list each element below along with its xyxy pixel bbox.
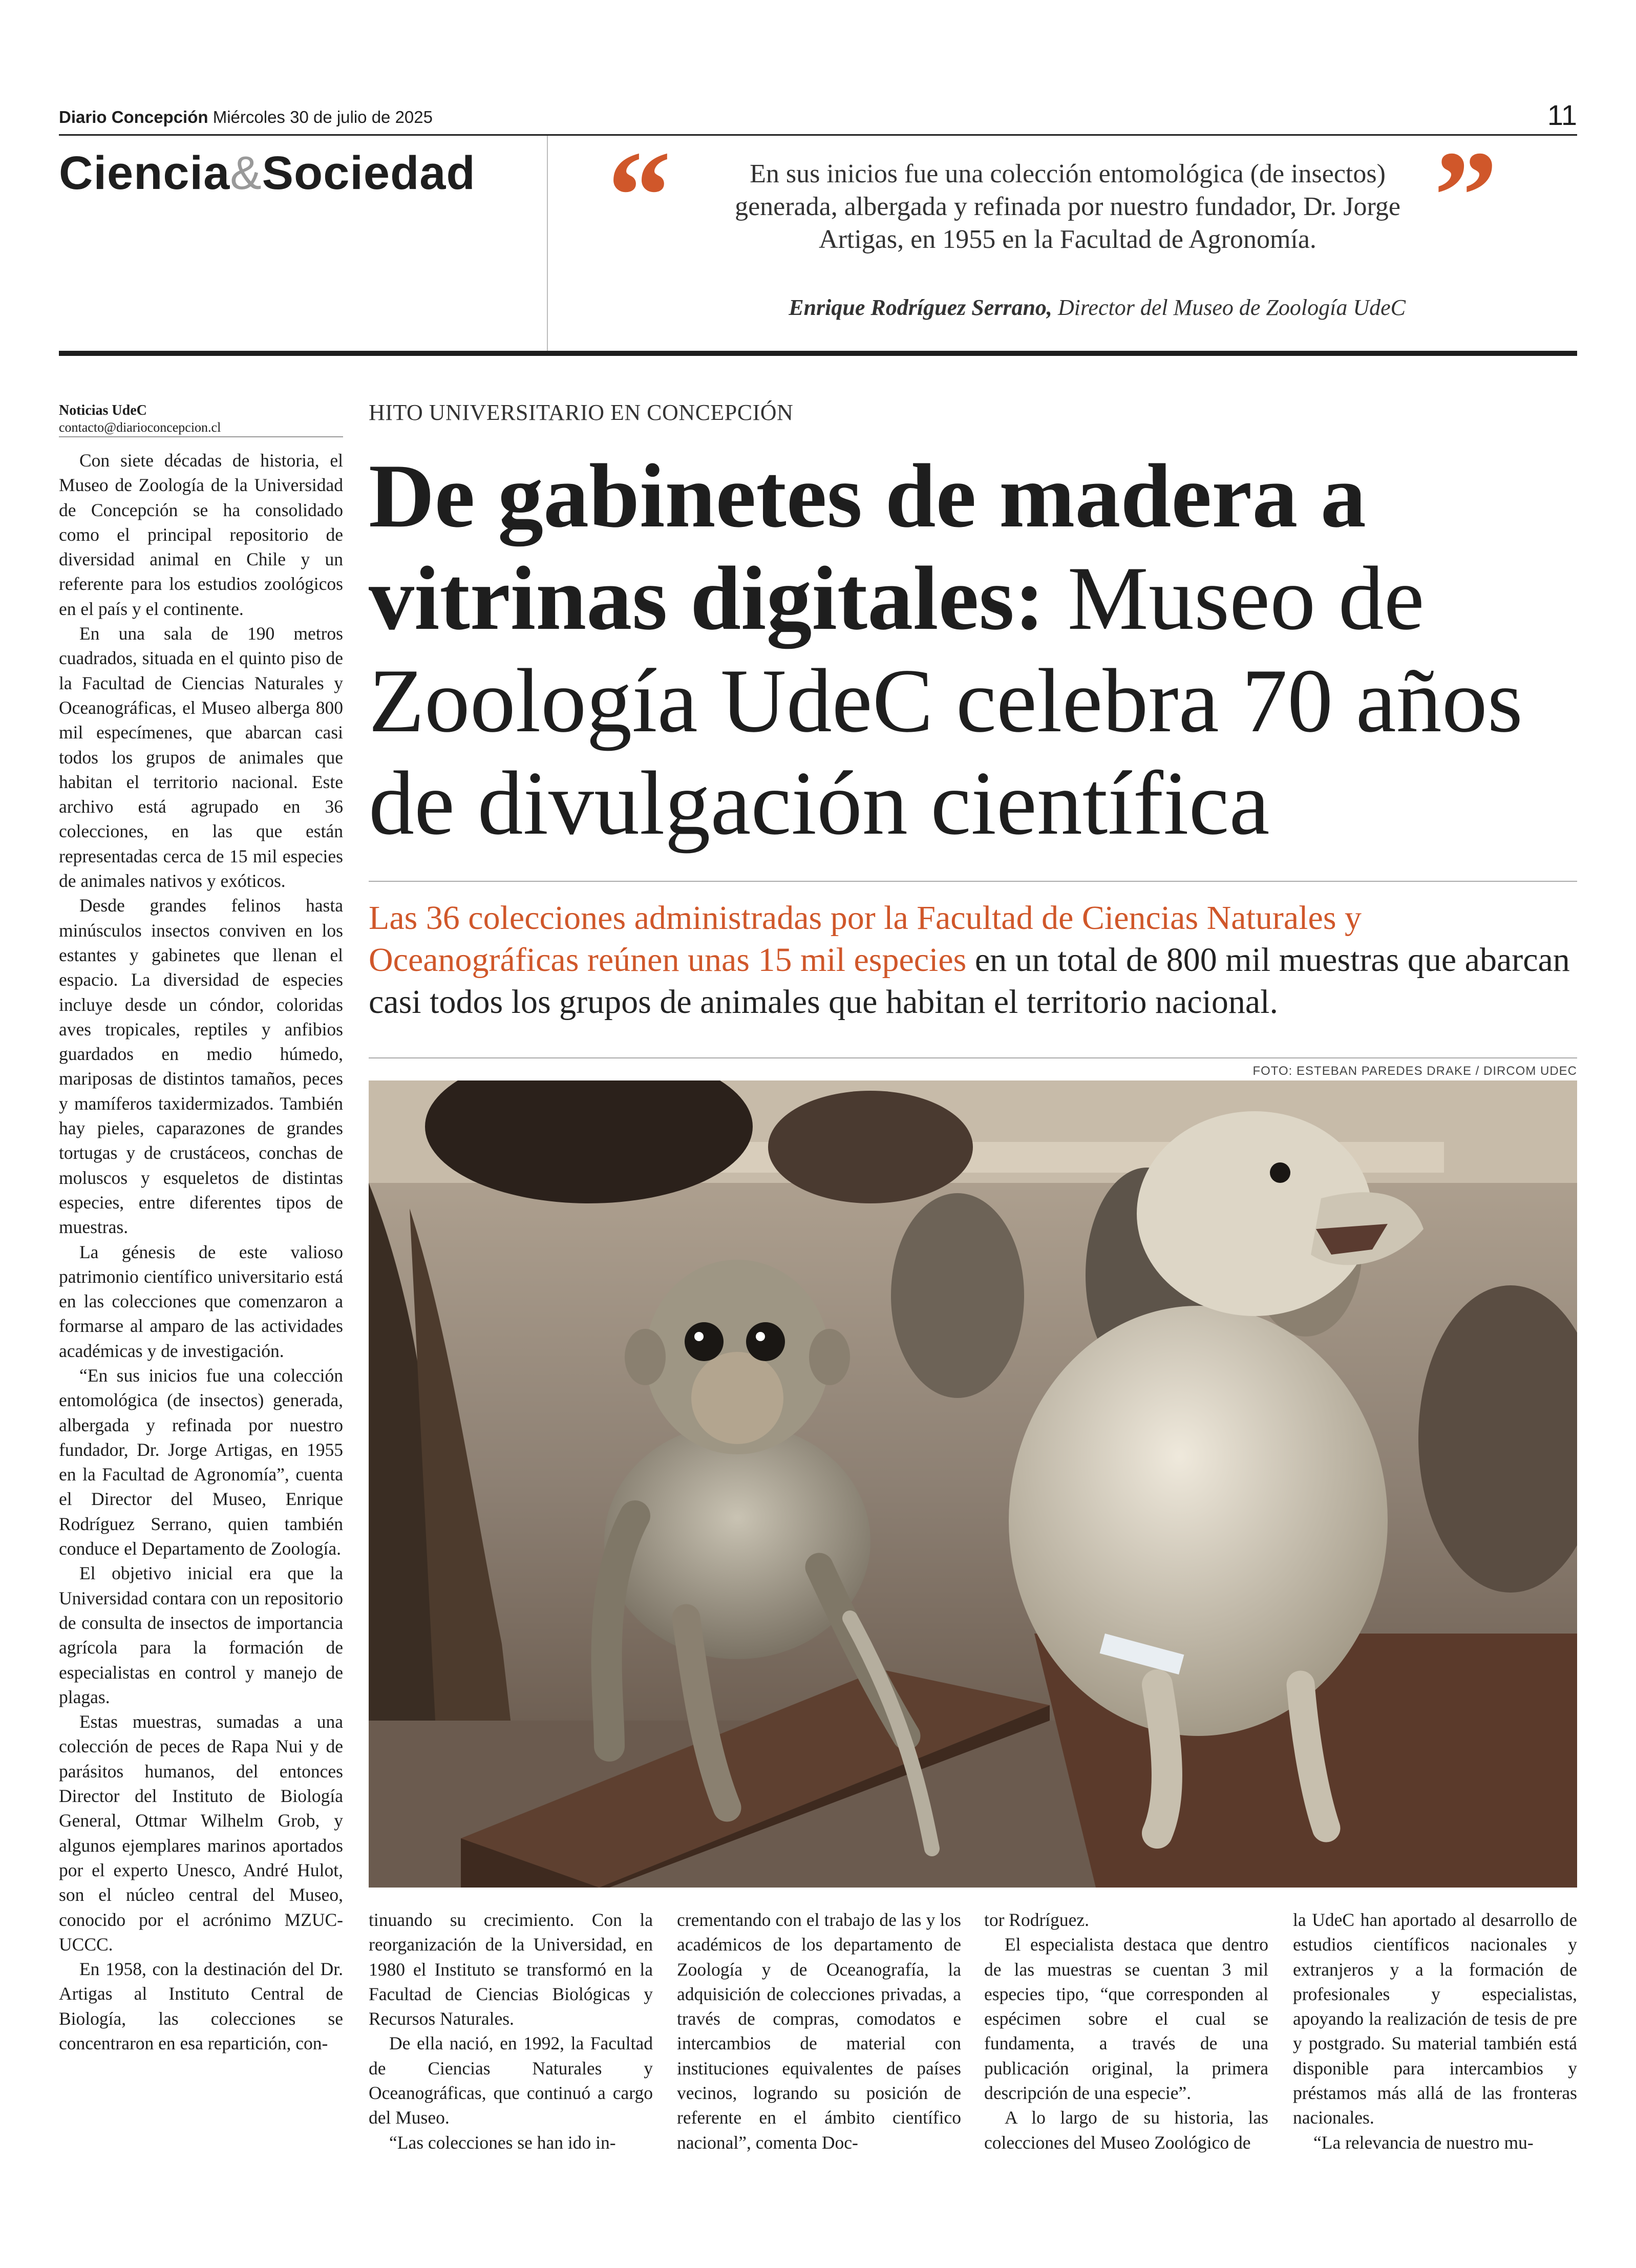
photo-illustration [369, 1080, 1577, 1888]
quote-attribution [666, 294, 1406, 321]
masthead-line [59, 108, 433, 127]
article-column-b3 [984, 1907, 1268, 2155]
article-photo [369, 1080, 1577, 1888]
paragraph: De ella nació, en 1992, la Facultad de Ciencias Naturales y Oceanográficas, que continuó a cargo del Museo. [369, 2033, 653, 2128]
section-title-part2: Sociedad [262, 147, 476, 199]
subhead-rule [369, 881, 1577, 882]
subhead [369, 897, 1577, 1023]
paragraph: Desde grandes felinos hasta minúsculos insectos conviven en los estantes y gabinetes que llenan el espacio. La diversidad de especies incluye desde un cóndor, coloridas aves tropicales, reptiles y anfibios guardados en medio húmedo, mariposas de distintos tamaños, peces y mamíferos taxidermizados. También hay pieles, caparazones de grandes tortugas y de crustáceos, conchas de moluscos y esqueletos de distintas especies, entre diferentes tipos de muestras. [59, 895, 343, 1238]
quote-role: Director del Museo de Zoología UdeC [1057, 295, 1406, 320]
paragraph: Estas muestras, sumadas a una colección de peces de Rapa Nui y de parásitos humanos, del entonces Director del Instituto de Biología General, Ottmar Wilhelm Grob, y algunos ejemplares marinos aportados por el experto Unesco, André Hulot, son el núcleo central del Museo, conocido por el acrónimo MZUC-UCCC. [59, 1711, 343, 1955]
issue-date: Miércoles 30 de julio de 2025 [213, 108, 433, 126]
paragraph: “Las colecciones se han ido in- [389, 2132, 616, 2153]
section-title-amp: & [230, 147, 262, 199]
subhead-accent: Las 36 colecciones administradas por la Facultad de Ciencias Naturales y Oceanográficas reúnen unas 15 mil especies [369, 899, 1362, 979]
kicker: HITO UNIVERSITARIO EN CONCEPCIÓN [369, 400, 794, 425]
headline-bold: De gabinetes de madera a vitrinas digitales: [369, 445, 1366, 649]
paragraph: Con siete décadas de historia, el Museo de Zoología de la Universidad de Concepción se ha consolidado como el principal repositorio de diversidad animal en Chile y un referente para los estudios zoológicos en el país y el continente. [59, 450, 343, 619]
paragraph: A lo largo de su historia, las colecciones del Museo Zoológico de [984, 2107, 1268, 2153]
quote-open-mark: “ [607, 125, 671, 267]
headline-regular: Museo de Zoología UdeC celebra 70 años de divulgación científica [369, 547, 1523, 854]
paragraph: “En sus inicios fue una colección entomológica (de insectos) generada, albergada y refinada por nuestro fundador, Dr. Jorge Artigas, en 1955 en la Facultad de Agronomía”, cuenta el Director del Museo, Enrique Rodríguez Serrano, quien también conduce el Departamento de Zoología. [59, 1365, 343, 1559]
article-column-left [59, 448, 343, 2055]
header-rule-bottom [59, 351, 1577, 356]
quote-author: Enrique Rodríguez Serrano, [789, 295, 1052, 320]
paragraph: tor Rodríguez. [984, 1910, 1090, 1930]
article-column-b2 [677, 1907, 961, 2155]
article-column-b1 [369, 1907, 653, 2155]
byline-rule [59, 436, 343, 437]
photo-credit: FOTO: ESTEBAN PAREDES DRAKE / DIRCOM UDEC [1252, 1064, 1577, 1078]
header-rule-top [59, 134, 1577, 136]
paragraph: la UdeC han aportado al desarrollo de estudios científicos nacionales y extranjeros y a la formación de profesionales y especialistas, apoyando la realización de tesis de pre y postgrado. Su material también está disponible para intercambios y préstamos más allá de las fronteras nacionales. [1293, 1910, 1577, 2128]
section-title [59, 146, 476, 200]
byline-email[interactable]: contacto@diarioconcepcion.cl [59, 420, 221, 435]
paragraph: En una sala de 190 metros cuadrados, situada en el quinto piso de la Facultad de Ciencias Naturales y Oceanográficas, el Museo alberga 800 mil especímenes, que abarcan casi todos los grupos de animales que habitan el territorio nacional. Este archivo está agrupado en 36 colecciones, en las que están representadas cerca de 15 mil especies de animales nativos y exóticos. [59, 623, 343, 892]
newspaper-name: Diario Concepción [59, 108, 208, 126]
paragraph: En 1958, con la destinación del Dr. Artigas al Instituto Central de Biología, las colecciones se concentraron en esa repartición, con- [59, 1959, 343, 2053]
subhead-rest: en un total de 800 mil muestras que abarcan casi todos los grupos de animales que habitan el territorio nacional. [369, 941, 1570, 1021]
paragraph: crementando con el trabajo de las y los académicos de los departamento de Zoología y de Oceanografía, la adquisición de colecciones privadas, a través de compras, comodatos e intercambios de material con instituciones equivalentes de países vecinos, logrando su posición de referente en el ámbito científico nacional”, comenta Doc- [677, 1910, 961, 2153]
paragraph: tinuando su crecimiento. Con la reorganización de la Universidad, en 1980 el Instituto se transformó en la Facultad de Ciencias Biológicas y Recursos Naturales. [369, 1910, 653, 2029]
article-column-b4 [1293, 1907, 1577, 2155]
paragraph: “La relevancia de nuestro mu- [1313, 2132, 1534, 2153]
pull-quote: En sus inicios fue una colección entomológica (de insectos) generada, albergada y refinada por nuestro fundador, Dr. Jorge Artigas, en 1955 en la Facultad de Agronomía. [735, 159, 1400, 254]
header-divider [547, 136, 548, 351]
paragraph: El objetivo inicial era que la Universidad contara con un repositorio de consulta de insectos de importancia agrícola para la formación de especialistas en control y manejo de plagas. [59, 1563, 343, 1707]
headline [369, 444, 1592, 854]
photo-rule [369, 1057, 1577, 1058]
byline-name: Noticias UdeC [59, 402, 147, 418]
paragraph: El especialista destaca que dentro de las muestras se cuentan 3 mil especies tipo, “que corresponden al espécimen sobre el cual se fundamenta, a través de una publicación original, la primera descripción de una especie”. [984, 1934, 1268, 2104]
paragraph: La génesis de este valioso patrimonio científico universitario está en las colecciones que comenzaron a formarse al amparo de las actividades académicas y de investigación. [59, 1241, 343, 1361]
section-title-part1: Ciencia [59, 147, 230, 199]
page-number: 11 [1547, 99, 1577, 131]
quote-close-mark: ” [1434, 125, 1498, 267]
